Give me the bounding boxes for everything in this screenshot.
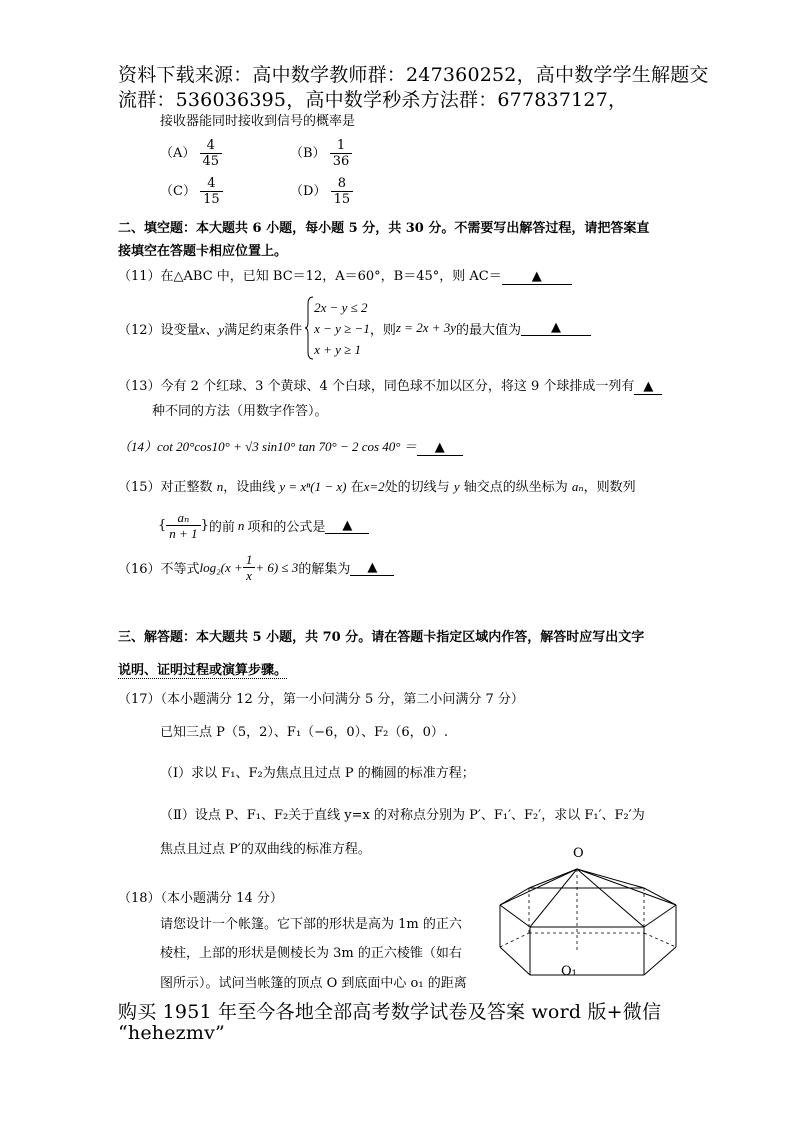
q17-part1: （Ⅰ）求以 F₁、F₂为焦点且过点 P 的椭圆的标准方程； xyxy=(160,766,475,781)
option-label: （B） xyxy=(290,146,326,161)
q10-option-b xyxy=(290,138,352,169)
q15-text: ，则数列 xyxy=(583,480,636,495)
triangle-mark: ▲ xyxy=(643,379,654,394)
figure-label-o1: O₁ xyxy=(561,964,577,979)
q16-text: 的解集为 xyxy=(298,562,351,577)
var-n: n xyxy=(216,479,224,494)
option-fraction: $\frac{4}{15}$ xyxy=(200,176,223,207)
q18-title: （18）（本小题满分 14 分） xyxy=(118,891,283,906)
curve-expr: y = xⁿ(1 − x) xyxy=(279,479,347,494)
answer-blank xyxy=(634,379,662,395)
triangle-mark: ▲ xyxy=(531,269,542,284)
figure-label-o: O xyxy=(573,846,584,861)
option-label: （A） xyxy=(160,146,196,161)
q14-expr: （14）cot 20°cos10° + √3 sin10° tan 70° − 2 cos 40° ＝ xyxy=(118,439,417,454)
q15-text: 项和的公式是 xyxy=(247,520,326,535)
open-brace-icon: { xyxy=(158,518,167,533)
q15-text: 轴交点的纵坐标为 xyxy=(463,480,568,495)
q17-given: 已知三点 P（5，2）、F₁（−6，0）、F₂（6，0）. xyxy=(160,725,448,740)
q12 xyxy=(118,296,591,360)
q15-text: （15）对正整数 xyxy=(118,480,213,495)
q16 xyxy=(118,552,394,583)
section3-heading-line2: 说明、证明过程或演算步骤。 xyxy=(118,659,287,679)
q10-tail-text: 接收器能同时接收到信号的概率是 xyxy=(160,114,356,129)
q15-text: ，设曲线 xyxy=(223,480,276,495)
q16-text: （16）不等式 xyxy=(118,562,200,577)
option-label: （C） xyxy=(160,184,196,199)
sequence-fraction: $\frac{\text{aₙ}}{n + 1}$ xyxy=(166,510,200,541)
q12-expr: z = 2x + 3y xyxy=(395,320,457,335)
var-an: aₙ xyxy=(571,479,584,494)
section3-heading-line1: 三、解答题：本大题共 5 小题，共 70 分。请在答题卡指定区域内作答，解答时应写出文字 xyxy=(118,630,645,645)
q18-line2: 棱柱，上部的形状是侧棱长为 3m 的正六棱锥（如右 xyxy=(160,946,462,961)
var-y: y xyxy=(453,479,460,494)
constraint-system xyxy=(304,296,370,360)
option-fraction: $\frac{8}{15}$ xyxy=(331,176,354,207)
q10-option-d xyxy=(290,176,353,207)
q17-part2-line2: 焦点且过点 P′的双曲线的标准方程。 xyxy=(160,842,371,857)
tent-figure xyxy=(494,845,684,995)
answer-blank xyxy=(521,320,591,336)
q13-line1 xyxy=(118,375,662,395)
triangle-mark: ▲ xyxy=(367,559,378,575)
header-line-2: 流群：536036395，高中数学秒杀方法群：677837127， xyxy=(118,89,628,111)
x-value: x=2 xyxy=(363,479,385,494)
constraint-rows xyxy=(314,297,370,360)
triangle-mark: ▲ xyxy=(434,440,445,455)
header-line-1: 资料下载来源：高中数学教师群：247360252，高中数学学生解题交 xyxy=(118,64,709,86)
close-brace-icon: } xyxy=(200,518,209,533)
constraint-3: x + y ≥ 1 xyxy=(314,341,362,357)
q15-text: 在 xyxy=(350,480,364,495)
q12-prefix: （12）设变量 xyxy=(118,322,200,338)
reciprocal-fraction: $\frac{1}{x}$ xyxy=(243,552,256,583)
tent-diagram xyxy=(494,845,684,995)
option-fraction: $\frac{4}{45}$ xyxy=(200,138,223,169)
constraint-1: 2x − y ≤ 2 xyxy=(314,299,368,315)
section2-heading-line2: 接填空在答题卡相应位置上。 xyxy=(118,244,288,259)
q15-text: 处的切线与 xyxy=(384,480,450,495)
var-n: n xyxy=(237,517,245,533)
q17-title: （17）（本小题满分 12 分，第一小问满分 5 分，第二小问满分 7 分） xyxy=(118,692,524,707)
q18-line3: 图所示）。试问当帐篷的顶点 O 到底面中心 o₁ 的距离 xyxy=(160,976,467,991)
left-brace-icon xyxy=(304,296,314,360)
q12-mid: 满足约束条件 xyxy=(224,322,303,338)
footer-line-1: 购买 1951 年至今各地全部高考数学试卷及答案 word 版+微信 xyxy=(118,1001,662,1023)
q17-part2-line1: （Ⅱ）设点 P、F₁、F₂关于直线 y=x 的对称点分别为 P′、F₁′、F₂′，求以 F₁′、F₂′为 xyxy=(160,808,645,823)
triangle-mark: ▲ xyxy=(551,320,562,335)
answer-blank xyxy=(325,518,369,534)
footer-line-2: “hehezmv” xyxy=(118,1022,225,1044)
triangle-mark: ▲ xyxy=(342,517,353,533)
q18-line1: 请您设计一个帐篷。它下部的形状是高为 1m 的正六 xyxy=(160,917,462,932)
answer-blank xyxy=(350,560,394,576)
option-label: （D） xyxy=(290,184,327,199)
q12-suffix: 的最大值为 xyxy=(456,322,522,338)
q15-text: 的前 xyxy=(208,520,235,535)
q12-vars: x、y xyxy=(199,321,225,337)
q13-line1-text: （13）今有 2 个红球、3 个黄球、4 个白球，同色球不加以区分，将这 9 个球排成一列有 xyxy=(118,379,635,394)
q14 xyxy=(118,436,463,456)
section2-heading-line1: 二、填空题：本大题共 6 小题，每小题 5 分，共 30 分。不需要写出解答过程，请把答案直 xyxy=(118,221,650,236)
q15-line1 xyxy=(118,476,636,495)
q10-option-a xyxy=(160,138,222,169)
log-expr-rest: + 6) ≤ 3 xyxy=(255,559,299,575)
q11 xyxy=(118,265,572,285)
q11-text: （11）在△ABC 中，已知 BC＝12，A＝60°，B＝45°，则 AC＝ xyxy=(118,269,502,284)
q12-after: ，则 xyxy=(369,322,396,338)
answer-blank xyxy=(417,440,463,456)
answer-blank xyxy=(502,269,572,285)
q10-option-c xyxy=(160,176,223,207)
constraint-2: x − y ≥ −1 xyxy=(314,320,370,336)
option-fraction: $\frac{1}{36}$ xyxy=(330,138,353,169)
log-expr: log₂(x + xyxy=(199,559,243,575)
q13-line2: 种不同的方法（用数字作答）。 xyxy=(152,404,328,419)
q15-line2 xyxy=(158,510,369,541)
